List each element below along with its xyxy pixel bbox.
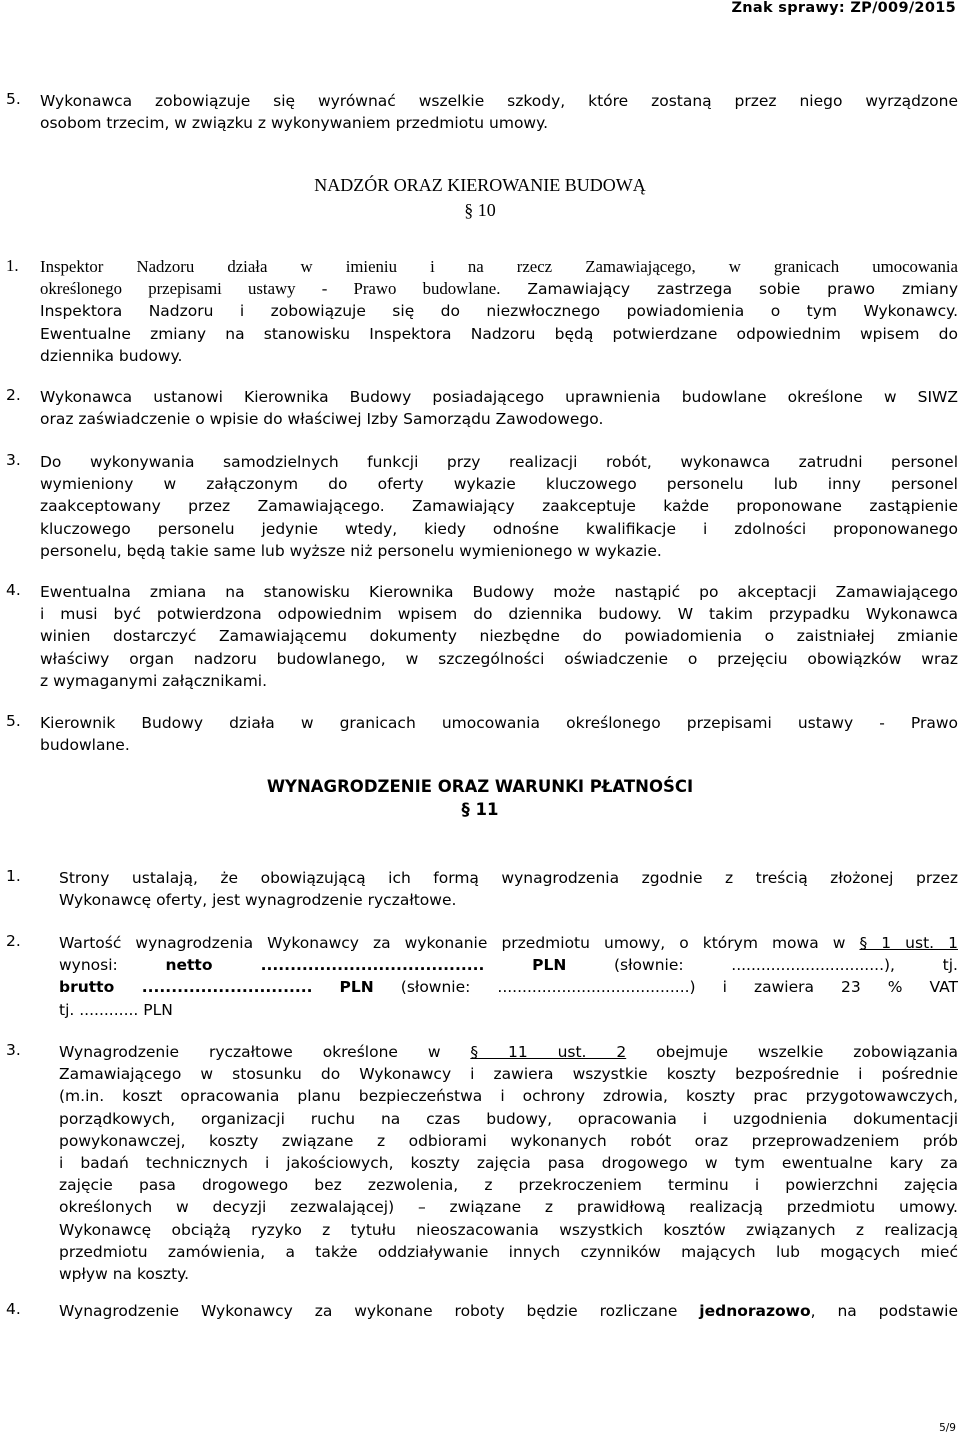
paragraph-11-2 [59, 932, 958, 1021]
text-line: Zamawiający zastrzega sobie prawo zmiany [527, 280, 958, 299]
section-number-10: § 10 [464, 200, 496, 220]
item-number: 3. [6, 1041, 21, 1059]
text-line: wpływ na koszty. [59, 1265, 190, 1284]
text-line: winien dostarczyć Zamawiającemu dokumenty niezbędne do powiadomienia o zaistniałej zmianie [40, 627, 958, 646]
item-number: 1. [6, 867, 21, 885]
paragraph-10-1 [40, 256, 958, 367]
page-number: 5/9 [939, 1422, 956, 1434]
text-span: wynosi: [59, 956, 166, 975]
paragraph-10-5 [40, 712, 958, 756]
paragraph-10-3 [40, 451, 958, 562]
text-line: powykonawczej, koszty związane z odbiorami wykonanych robót oraz przeprowadzeniem prób [59, 1131, 958, 1150]
text-line: właściwy organ nadzoru budowlanego, w szczególności oświadczenie o przejęciu obowiązków wraz [40, 649, 958, 668]
text-line: kluczowego personelu jedynie wtedy, kiedy odnośne kwalifikacje i zdolności proponowanego [40, 519, 958, 538]
text-line: Wykonawca ustanowi Kierownika Budowy posiadającego uprawnienia budowlane określone w SIWZ [40, 388, 958, 406]
text-span: Wynagrodzenie Wykonawcy za wykonane roboty będzie rozliczane [59, 1302, 700, 1320]
section-heading-10: NADZÓR ORAZ KIEROWANIE BUDOWĄ [314, 175, 646, 195]
text-line: określonego przepisami ustawy - Prawo budowlane. [40, 279, 501, 299]
settlement-mode: jednorazowo [699, 1302, 811, 1320]
paragraph-reference: § 1 ust. 1 [859, 934, 958, 952]
item-number: 5. [6, 90, 21, 108]
text-span: (słownie: .......................................) i zawiera 23 % VAT [373, 978, 958, 997]
brutto-amount-blank: ............................. [114, 978, 313, 997]
text-line: personelu, będą takie same lub wyższe niż personelu wymienionego w wykazie. [40, 541, 662, 560]
text-span: obejmuje wszelkie zobowiązania [626, 1043, 958, 1061]
text-line: (m.in. koszt opracowania planu bezpieczeństwa i ochrony zdrowia, koszty prac przygotowawczych, [59, 1087, 958, 1106]
text-span: Wynagrodzenie ryczałtowe określone w [59, 1043, 471, 1061]
item-number: 1. [6, 256, 19, 275]
item-number: 2. [6, 932, 21, 950]
netto-label: netto [165, 956, 213, 975]
text-line: Ewentualne zmiany na stanowisku Inspektora Nadzoru będą potwierdzane odpowiednim wpisem do [40, 324, 958, 343]
text-line: wymieniony w załączonym do oferty wykazie kluczowego personelu lub inny personel [40, 475, 958, 494]
text-line: Wykonawca zobowiązuje się wyrównać wszelkie szkody, które zostaną przez niego wyrządzone [40, 92, 958, 110]
text-line [59, 976, 958, 998]
netto-amount-blank: ...................................... [212, 956, 485, 975]
text-line: określonych w decyzji zezwalającej) – związane z prawidłową realizacją przedmiotu umowy. [59, 1198, 958, 1217]
text-line: Strony ustalają, że obowiązującą ich formą wynagrodzenia zgodnie z treścią złożonej przez [59, 869, 958, 887]
text-line: przedmiotu zamówienia, a także oddziaływanie innych czynników mających lub mogących mieć [59, 1242, 958, 1261]
text-line: i musi być potwierdzona odpowiednim wpisem do dziennika budowy. W takim przypadku Wykonawca [40, 605, 958, 624]
text-line: dziennika budowy. [40, 346, 183, 365]
text-line: porządkowych, organizacji ruchu na czas budowy, opracowania i uzgodnienia dokumentacji [59, 1109, 958, 1128]
case-number-header: Znak sprawy: ZP/009/2015 [731, 0, 956, 16]
text-line: Do wykonywania samodzielnych funkcji przy realizacji robót, wykonawca zatrudni personel [40, 453, 958, 471]
text-span: (słownie: ...............................), tj. [566, 956, 958, 975]
section-heading-11: WYNAGRODZENIE ORAZ WARUNKI PŁATNOŚCI [266, 777, 694, 796]
section-number-11: § 11 [461, 800, 499, 819]
text-line: Kierownik Budowy działa w granicach umocowania określonego przepisami ustawy - Prawo [40, 714, 958, 732]
item-number: 2. [6, 386, 21, 404]
paragraph-10-2 [40, 386, 958, 430]
text-span: , na podstawie [810, 1302, 959, 1320]
paragraph-10-4 [40, 581, 958, 692]
text-line: Wykonawcę oferty, jest wynagrodzenie ryczałtowe. [59, 891, 457, 910]
text-line: Wykonawcę obciążą ryzyko z tytułu nieoszacowania wszystkich kosztów związanych z realizacją [59, 1220, 958, 1239]
paragraph-11-1 [59, 867, 958, 911]
text-span: Wartość wynagrodzenia Wykonawcy za wykonanie przedmiotu umowy, o którym mowa w [59, 934, 860, 952]
text-line: i badań technicznych i jakościowych, koszty zajęcia pasa drogowego w tym ewentualne kary za [59, 1154, 958, 1173]
text-line: osobom trzecim, w związku z wykonywaniem przedmiotu umowy. [40, 114, 548, 133]
paragraph-reference: § 11 ust. 2 [470, 1043, 627, 1061]
item-number: 4. [6, 581, 21, 599]
text-line: budowlane. [40, 736, 130, 755]
paragraph-11-4 [59, 1300, 958, 1322]
text-line: Inspektor Nadzoru działa w imieniu i na rzecz Zamawiającego, w granicach umocowania [40, 257, 958, 276]
item-number: 3. [6, 451, 21, 469]
text-line: Inspektora Nadzoru i zobowiązuje się do niezwłocznego powiadomienia o tym Wykonawcy. [40, 302, 958, 321]
currency-label: PLN [339, 978, 374, 997]
text-line: z wymaganymi załącznikami. [40, 671, 268, 690]
text-line: zajęcie pasa drogowego bez zezwolenia, z przekroczeniem terminu i powierzchni zajęcia [59, 1176, 958, 1195]
text-line: Zamawiającego w stosunku do Wykonawcy i zawiera wszystkie koszty bezpośrednie i pośrednie [59, 1065, 958, 1084]
text-line [59, 1300, 958, 1322]
brutto-label: brutto [59, 978, 115, 997]
paragraph-11-3 [59, 1041, 958, 1285]
text-line: tj. ............ PLN [59, 1000, 173, 1019]
text-line: zaakceptowany przez Zamawiającego. Zamawiający zaakceptuje każde proponowane zastąpienie [40, 497, 958, 516]
paragraph-item-5 [40, 90, 958, 134]
item-number: 4. [6, 1300, 21, 1318]
text-line [59, 932, 958, 954]
text-line: oraz zaświadczenie o wpisie do właściwej Izby Samorządu Zawodowego. [40, 410, 604, 429]
text-line [59, 1041, 958, 1063]
item-number: 5. [6, 712, 21, 730]
currency-label: PLN [532, 956, 567, 975]
text-line: Ewentualna zmiana na stanowisku Kierownika Budowy może nastąpić po akceptacji Zamawiającego [40, 583, 958, 601]
text-line [59, 954, 958, 976]
